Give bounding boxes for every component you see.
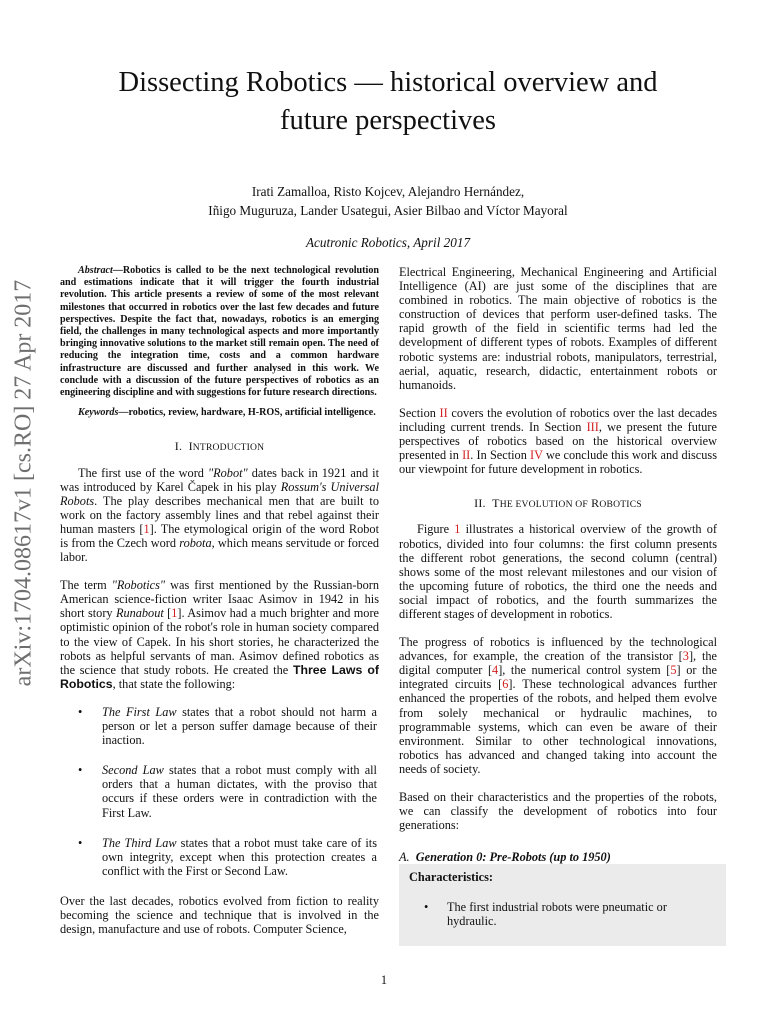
- citation-link[interactable]: 5: [670, 663, 677, 678]
- left-column: [60, 265, 379, 936]
- abstract: [60, 265, 379, 399]
- paper-title: [60, 64, 716, 140]
- section-link[interactable]: III: [586, 419, 599, 434]
- title-line-2: future perspectives: [279, 105, 497, 136]
- bullet-icon: •: [78, 835, 83, 850]
- authors-line-2: Iñigo Muguruza, Lander Usategui, Asier Bilbao and Víctor Mayoral: [208, 203, 568, 218]
- section-number: II.: [474, 496, 486, 511]
- arxiv-id: arXiv:1704.08617v1 [cs.RO] 27 Apr 2017: [10, 279, 37, 687]
- right-paragraph-1: Electrical Engineering, Mechanical Engineering and Artificial Intelligence (AI) are just some of the disciplines that are combined in robotics. The main objective of robotics is the construction of devices that perform user-defined tasks. The rapid growth of the field in scientific terms had led the development of different types of robots. Examples of different robotic systems are: industrial robots, manipulators, terrestrial, aerial, aquatic, research, didactic, entertainment robots or humanoids.: [399, 265, 717, 392]
- list-item: • The Third Law states that a robot must take care of its own integrity, except when this protection creates a conflict with the First or Second Law.: [78, 835, 377, 878]
- authors-line-1: Irati Zamalloa, Risto Kojcev, Alejandro Hernández,: [251, 184, 525, 199]
- page-number: 1: [380, 973, 388, 987]
- list-item: • Second Law states that a robot must comply with all orders that a human dictates, with the proviso that occurs if these orders were in contradiction with the First Law.: [78, 763, 377, 820]
- list-item: • The First Law states that a robot should not harm a person or let a person suffer damage because of their inaction.: [78, 704, 377, 748]
- section-link[interactable]: II: [439, 405, 448, 420]
- abstract-text: —Robotics is called to be the next technological revolution and estimations indicate that it will trigger the fourth industrial revolution. This article presents a review of some of the most relevant milestones that occurred in robotics over the last few decades and future perspectives. Despite the fact that, nowadays, robotics is an emerging field, the challenges in many technological aspects and more importantly bringing innovative solutions to the market still remain open. The need of reducing the integration time, costs and a common hardware infrastructure are discussed and further analysed in this work. We conclude with a discussion of the future perspectives of robotics as an engineering discipline and with suggestions for future research directions.: [60, 265, 379, 399]
- characteristics-heading: Characteristics:: [409, 870, 493, 884]
- keywords-text: —robotics, review, hardware, H-ROS, artificial intelligence.: [118, 407, 376, 419]
- bullet-icon: •: [78, 704, 83, 719]
- section-number: I.: [174, 439, 183, 454]
- section-heading-evolution: II. THE EVOLUTION OF ROBOTICS: [474, 496, 642, 511]
- keywords-label: Keywords: [78, 407, 119, 419]
- citation-link[interactable]: 1: [143, 521, 150, 536]
- bullet-icon: •: [424, 900, 429, 914]
- intro-paragraph-1: The first use of the word "Robot" dates back in 1921 and it was introduced by Karel Čapek in his play Rossum's Universal Robots. The play describes mechanical men that are built to work on the factory assembly lines and that rebel against their human masters [1]. The etymological origin of the word Robot is from the Czech word robota, which means servitude or forced labor.: [60, 465, 379, 565]
- right-column: [399, 265, 717, 864]
- section-link[interactable]: IV: [530, 448, 543, 463]
- intro-paragraph-3: Over the last decades, robotics evolved from fiction to reality becoming the science and technique that is involved in the design, manufacture and use of robots. Computer Science,: [60, 893, 379, 937]
- title-line-1: Dissecting Robotics — historical overview and: [118, 67, 658, 98]
- arxiv-stamp: [0, 258, 48, 708]
- section-title: NTRODUCTION: [192, 442, 265, 454]
- keywords: [60, 407, 379, 419]
- characteristics-item: The first industrial robots were pneumatic or hydraulic.: [447, 900, 667, 929]
- abstract-label: Abstract: [78, 265, 113, 276]
- citation-link[interactable]: 1: [171, 606, 178, 621]
- citation-link[interactable]: 6: [502, 677, 509, 692]
- right-paragraph-5: Based on their characteristics and the properties of the robots, we can classify the development of robotics into four generations:: [399, 790, 717, 833]
- subsection-heading: A. Generation 0: Pre-Robots (up to 1950): [399, 850, 611, 865]
- figure-link[interactable]: 1: [454, 522, 461, 537]
- section-link[interactable]: II: [462, 448, 471, 463]
- citation-link[interactable]: 4: [492, 663, 499, 678]
- affiliation: Acutronic Robotics, April 2017: [305, 235, 471, 250]
- bullet-icon: •: [78, 763, 83, 778]
- characteristics-box: [399, 864, 726, 946]
- right-paragraph-4: The progress of robotics is influenced by the technological advances, for example, the creation of the transistor [3], the digital computer [4], the numerical control system [5] or the integrated circuits [6]. These technological advances further enhanced the properties of the robots, and helped them evolve from solely mechanical or hydraulic machines, to programmable systems, which can even be aware of their environment. Similar to other technological innovations, robotics has advanced and changed taking into account the needs of society.: [399, 635, 718, 776]
- right-paragraph-2: Section II covers the evolution of robotics over the last decades including current trends. In Section III, we present the future perspectives of robotics based on the historical overview presented in II. In Section IV we conclude this work and discuss our viewpoint for future development in robotics.: [399, 405, 717, 477]
- section-heading-introduction: I. INTRODUCTION: [174, 439, 265, 454]
- right-paragraph-3: Figure 1 illustrates a historical overview of the growth of robotics, divided into four columns: the first column presents the different robot generations, the second column (central) shows some of the most relevant milestones and our vision of the upcoming future of robotics, the third one the needs and social impact of robotics, and the fourth summarizes the different stages of development in robotics.: [399, 522, 717, 621]
- intro-paragraph-2: The term "Robotics" was first mentioned by the Russian-born American science-fiction writer Isaac Asimov in 1942 in his short story Runabout [1]. Asimov had a much brighter and more optimistic opinion of the robot's role in human society compared to the view of Capek. In his short stories, he characterized the robots as helpful servants of man. Asimov defined robotics as the science that study robots. He created the Three Laws of Robotics, that state the following:: [60, 578, 379, 691]
- laws-list: [60, 705, 379, 878]
- author-list: [60, 182, 716, 220]
- citation-link[interactable]: 3: [682, 649, 689, 664]
